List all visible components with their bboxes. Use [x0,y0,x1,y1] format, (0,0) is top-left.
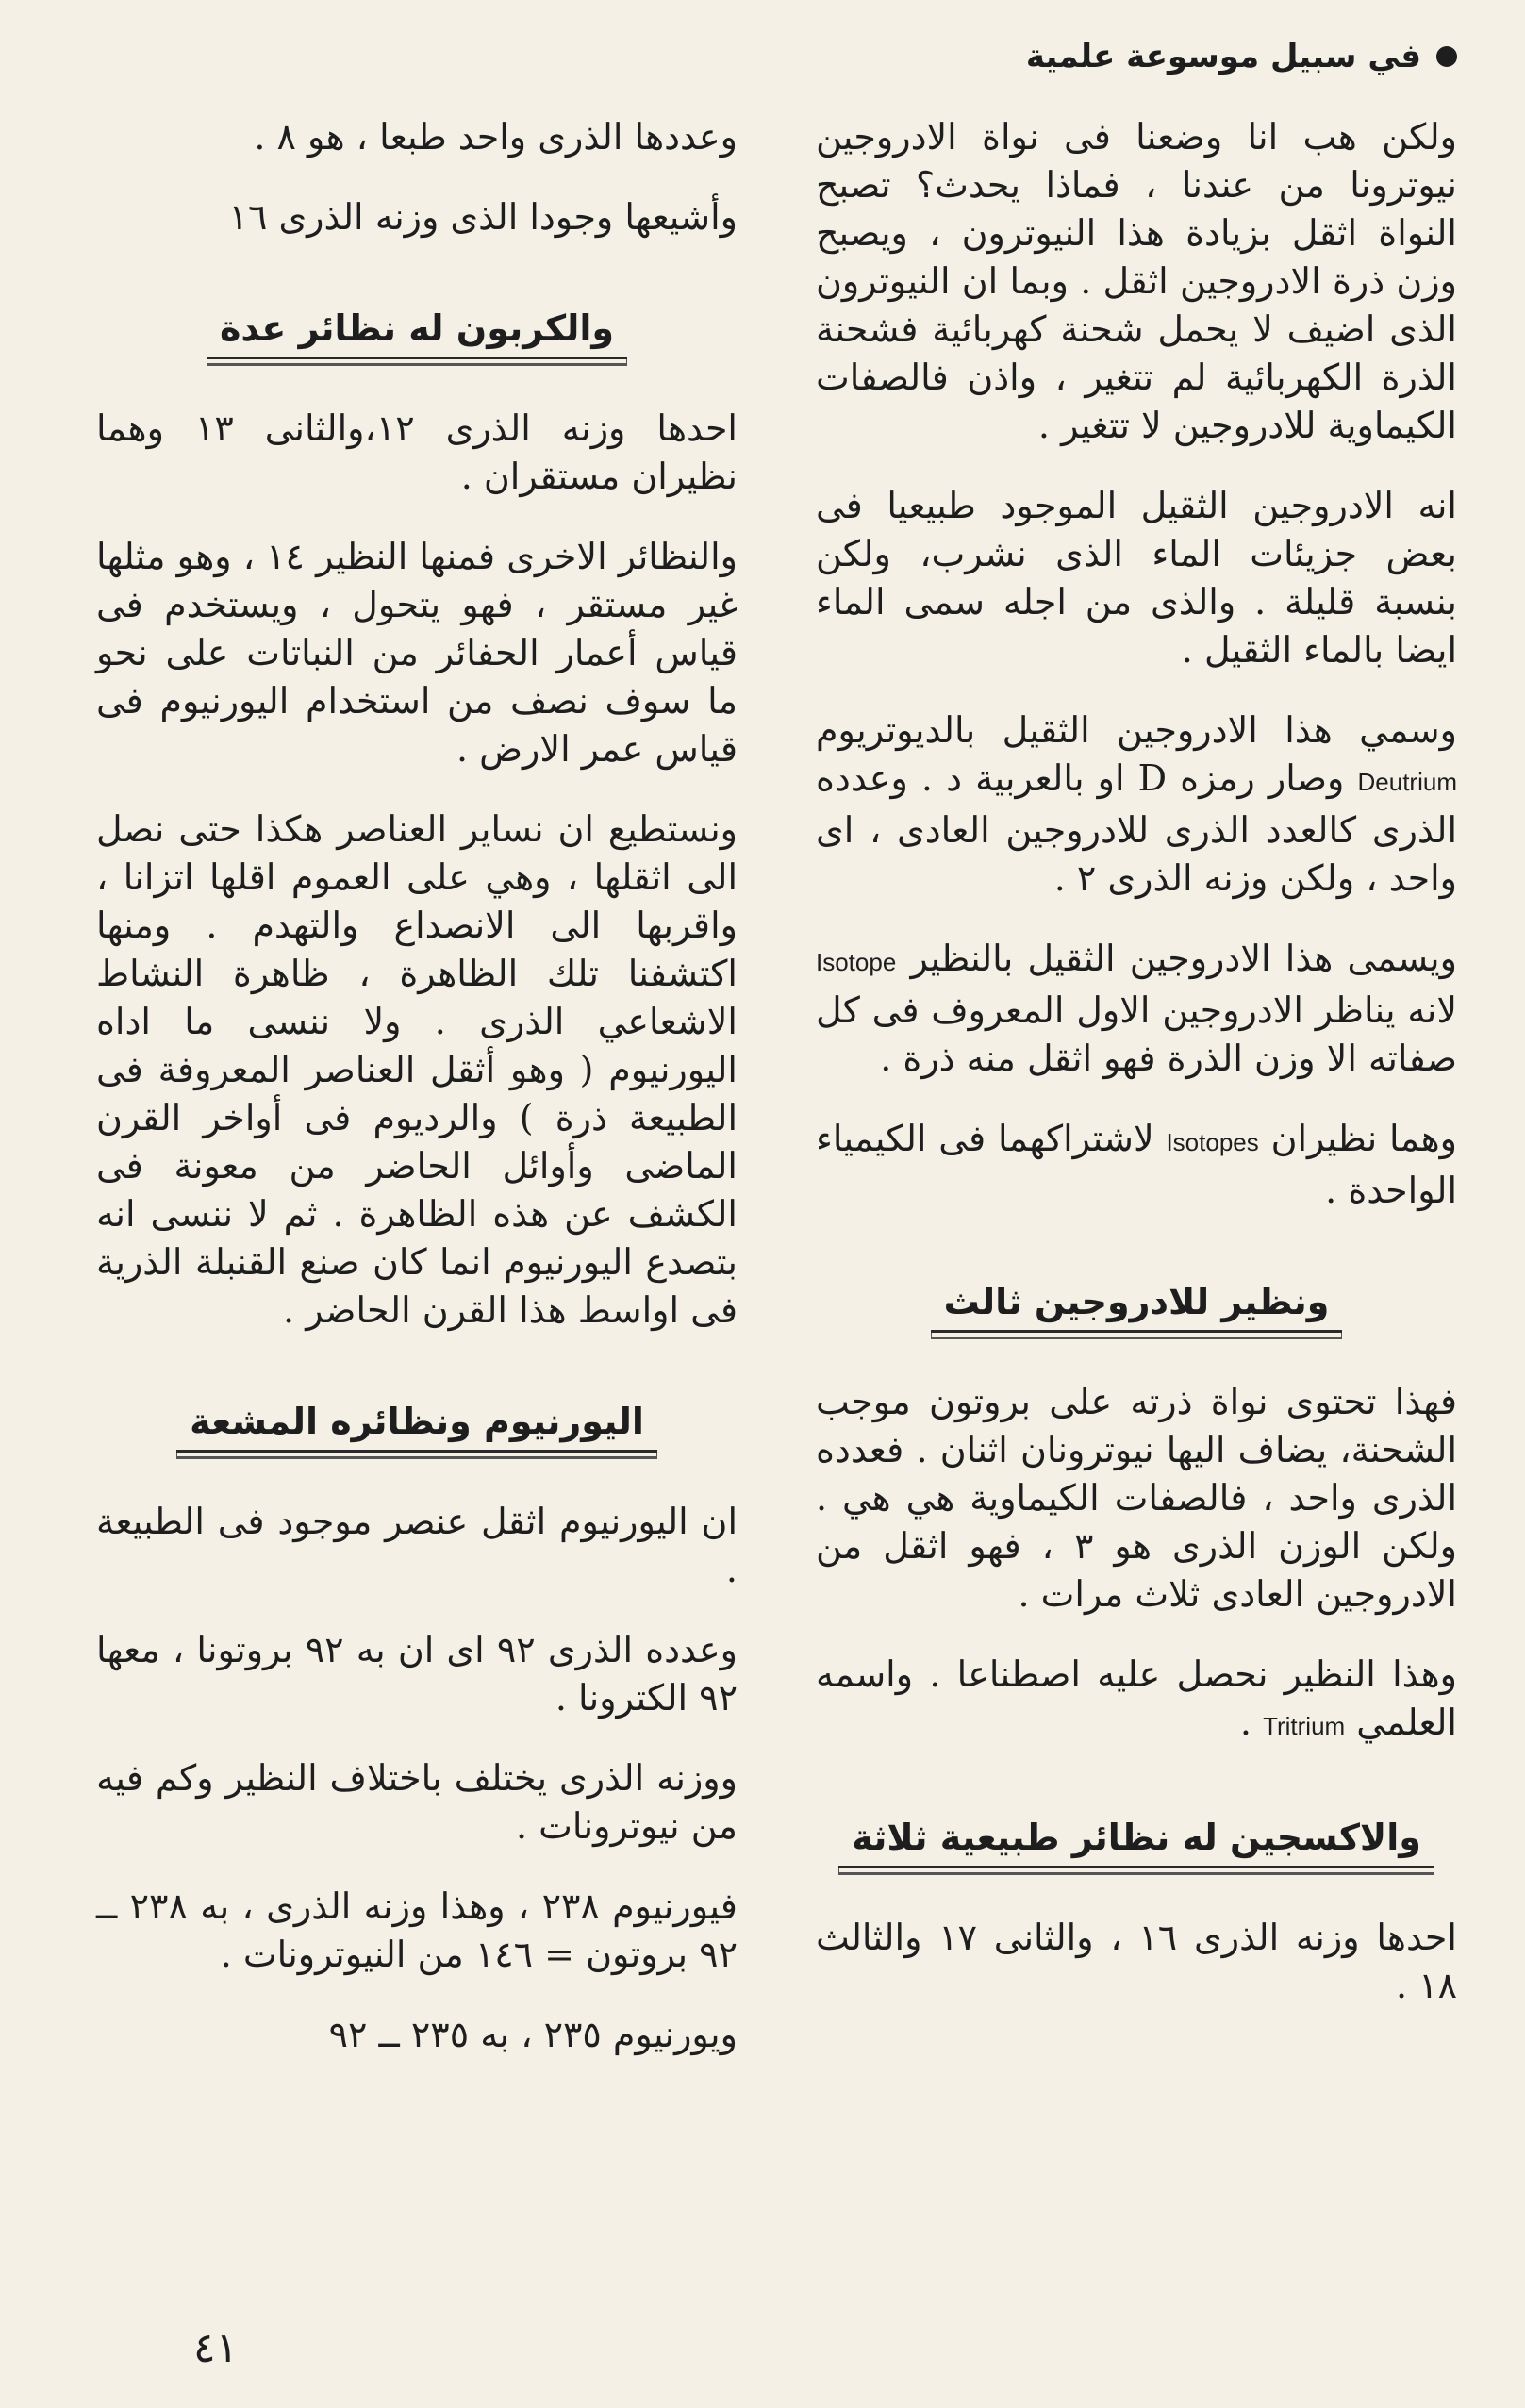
paragraph: وعدده الذرى ٩٢ اى ان به ٩٢ بروتونا ، معها ٩٢ الكترونا . [96,1629,738,1719]
paragraph-text: وصار رمزه D او بالعربية د . وعدده الذرى كالعدد الذرى للادروجين العادى ، اى واحد ، ولكن وزنه الذرى ٢ . [816,757,1457,899]
paragraph: احدها وزنه الذرى ١٢،والثانى ١٣ وهما نظيران مستقران . [96,407,738,497]
paragraph-text: وهما نظيران [1270,1118,1457,1159]
running-header [1026,38,1457,75]
paragraph [816,706,1457,903]
section-heading [96,307,738,359]
section-heading-text: والكربون له نظائر عدة [207,307,627,359]
left-column [96,113,738,2091]
paragraph: انه الادروجين الثقيل الموجود طبيعيا فى بعض جزيئات الماء الذى نشرب، ولكن بنسبة قليلة . والذى من اجله سمى الماء ايضا بالماء الثقيل . [816,485,1457,671]
paragraph: وأشيعها وجودا الذى وزنه الذرى ١٦ [228,196,738,238]
paragraph: ونستطيع ان نساير العناصر هكذا حتى نصل الى اثقلها ، وهي على العموم اقلها اتزانا ، واقربها الى الانصداع والتهدم . ومنها اكتشفنا تلك الظاهرة ، ظاهرة النشاط الاشعاعي الذرى . ولا ننسى ما اداه اليورنيوم ( وهو أثقل العناصر المعروفة فى الطبيعة ذرة ) والرديوم فى أواخر القرن الماضى وأوائل الحاضر من معونة فى الكشف عن هذه الظاهرة . ثم لا ننسى انه بتصدع اليورنيوم انما كان صنع القنبلة الذرية فى اواسط هذا القرن الحاضر . [96,808,738,1331]
paragraph-text: لاشتراكهما فى الكيمياء الواحدة . [816,1118,1457,1211]
paragraph [816,935,1457,1083]
section-heading [816,1281,1457,1333]
paragraph-text: وهذا النظير نحصل عليه اصطناعا . واسمه العلمي [816,1653,1457,1743]
running-title: في سبيل موسوعة علمية [1025,38,1421,75]
paragraph: احدها وزنه الذرى ١٦ ، والثانى ١٧ والثالث ١٨ . [816,1917,1457,2006]
paragraph: ويورنيوم ٢٣٥ ، به ٢٣٥ ــ ٩٢ [328,2014,738,2055]
paragraph [816,1651,1457,1751]
page-number: ٤١ [193,2324,239,2372]
section-heading-text: ونظير للادروجين ثالث [931,1281,1343,1333]
right-column [816,113,1457,2042]
paragraph: والنظائر الاخرى فمنها النظير ١٤ ، وهو مثلها غير مستقر ، فهو يتحول ، ويستخدم فى قياس أعمار الحفائر من النباتات على نحو ما سوف نصف من استخدام اليورنيوم فى قياس عمر الارض . [96,536,738,770]
paragraph-text: ويسمى هذا الادروجين الثقيل بالنظير [910,938,1457,979]
paragraph: ان اليورنيوم اثقل عنصر موجود فى الطبيعة . [96,1501,738,1590]
paragraph: فيورنيوم ٢٣٨ ، وهذا وزنه الذرى ، به ٢٣٨ ــ ٩٢ بروتون = ١٤٦ من النيوترونات . [96,1885,738,1975]
section-heading [816,1817,1457,1868]
section-heading [96,1401,738,1453]
latin-term: Isotopes [1166,1128,1259,1156]
paragraph-text: وسمي هذا الادروجين الثقيل بالديوتريوم [816,709,1457,751]
paragraph: وعددها الذرى واحد طبعا ، هو ٨ . [254,116,738,158]
section-heading-text: اليورنيوم ونظائره المشعة [176,1401,657,1453]
paragraph-text: . [1239,1702,1251,1743]
paragraph-text: لانه يناظر الادروجين الاول المعروف فى كل صفاته الا وزن الذرة فهو اثقل منه ذرة . [816,989,1457,1079]
latin-term: Deutrium [1357,768,1457,796]
latin-term: Tritrium [1263,1712,1346,1740]
bullet-icon [1436,46,1457,67]
latin-term: Isotope [816,948,897,976]
paragraph: فهذا تحتوى نواة ذرته على بروتون موجب الشحنة، يضاف اليها نيوترونان اثنان . فعدده الذرى واحد ، فالصفات الكيماوية هي هي . ولكن الوزن الذرى هو ٣ ، فهو اثقل من الادروجين العادى ثلاث مرات . [816,1381,1458,1615]
section-heading-text: والاكسجين له نظائر طبيعية ثلاثة [838,1817,1434,1868]
paragraph: ولكن هب انا وضعنا فى نواة الادروجين نيوترونا من عندنا ، فماذا يحدث؟ تصبح النواة اثقل بزيادة هذا النيوترون ، ويصبح وزن ذرة الادروجين اثقل . وبما ان النيوترون الذى اضيف لا يحمل شحنة كهربائية فشحنة الذرة الكهربائية لم تتغير ، واذن فالصفات الكيماوية للادروجين لا تتغير . [816,116,1457,446]
paragraph [816,1115,1457,1215]
paragraph: ووزنه الذرى يختلف باختلاف النظير وكم فيه من نيوترونات . [96,1757,738,1847]
